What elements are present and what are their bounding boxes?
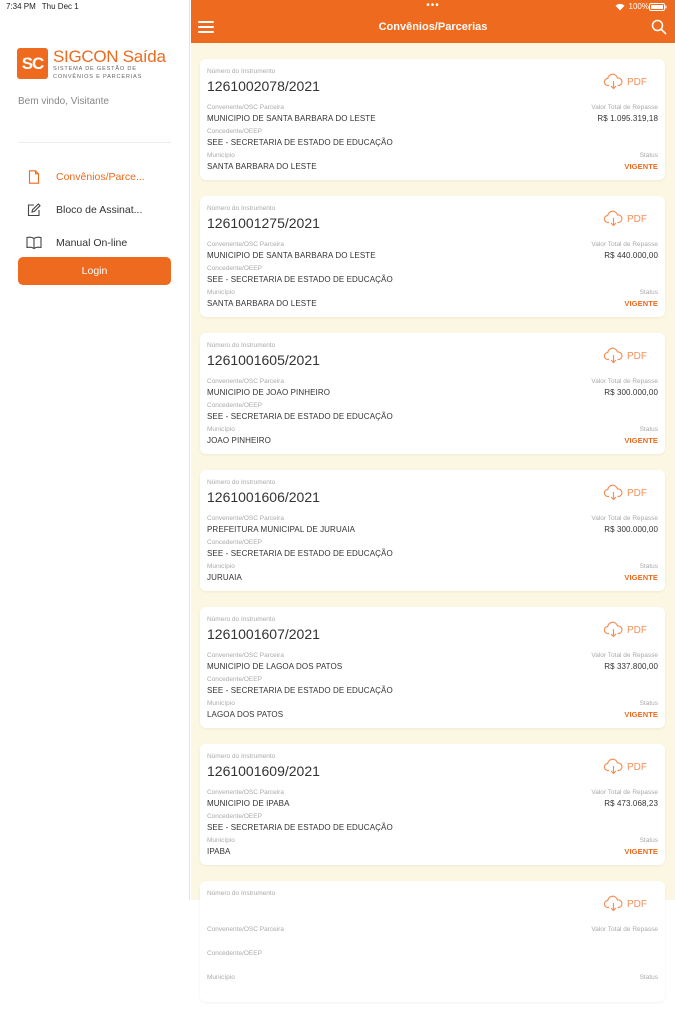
concedente-value: SEE - SECRETARIA DE ESTADO DE EDUCAÇÃO: [207, 823, 393, 832]
agreement-card[interactable]: [200, 881, 665, 1002]
status-badge: VIGENTE: [624, 436, 658, 445]
numero-label: Número do Instrumento: [207, 342, 276, 349]
concedente-label: Concedente/OEEP: [207, 813, 262, 820]
convenente-value: MUNICIPIO DE LAGOA DOS PATOS: [207, 662, 343, 671]
instrument-number: 1261002078/2021: [207, 78, 320, 94]
sidebar-item-convenios[interactable]: [18, 160, 171, 193]
cloud-download-icon: [604, 897, 623, 911]
sidebar: [0, 0, 190, 900]
instrument-number: 1261001275/2021: [207, 215, 320, 231]
sidebar-item-label: Manual On-line: [56, 236, 128, 249]
status-badge: VIGENTE: [624, 710, 658, 719]
book-icon: [26, 235, 42, 251]
status-label: Status: [639, 837, 658, 844]
concedente-value: SEE - SECRETARIA DE ESTADO DE EDUCAÇÃO: [207, 549, 393, 558]
status-bar-right: [615, 2, 667, 11]
agreement-card[interactable]: [200, 333, 665, 454]
status-label: Status: [639, 700, 658, 707]
instrument-number: 1261001605/2021: [207, 352, 320, 368]
sidebar-item-label: Convênios/Parce...: [56, 170, 145, 183]
sidebar-item-manual[interactable]: [18, 226, 171, 259]
pdf-download-button[interactable]: [604, 623, 647, 637]
page-title: Convênios/Parcerias: [378, 21, 488, 33]
concedente-value: SEE - SECRETARIA DE ESTADO DE EDUCAÇÃO: [207, 275, 393, 284]
convenente-label: Convenente/OSC Parceira: [207, 515, 284, 522]
convenente-label: Convenente/OSC Parceira: [207, 378, 284, 385]
concedente-label: Concedente/OEEP: [207, 676, 262, 683]
valor-label: Valor Total de Repasse: [591, 652, 658, 659]
pdf-label: PDF: [627, 76, 647, 88]
pdf-label: PDF: [627, 213, 647, 225]
cloud-download-icon: [604, 75, 623, 89]
main-content: [191, 0, 675, 981]
brand: [17, 48, 166, 81]
valor-value: R$ 473.068,23: [604, 799, 658, 808]
concedente-value: SEE - SECRETARIA DE ESTADO DE EDUCAÇÃO: [207, 138, 393, 147]
agreement-card[interactable]: [200, 196, 665, 317]
valor-label: Valor Total de Repasse: [591, 378, 658, 385]
pdf-download-button[interactable]: [604, 897, 647, 911]
convenente-label: Convenente/OSC Parceira: [207, 104, 284, 111]
agreement-card[interactable]: [200, 59, 665, 180]
status-label: Status: [639, 974, 658, 981]
pdf-download-button[interactable]: [604, 349, 647, 363]
status-label: Status: [639, 563, 658, 570]
convenente-value: PREFEITURA MUNICIPAL DE JURUAIA: [207, 525, 356, 534]
municipio-value: JOAO PINHEIRO: [207, 436, 271, 445]
municipio-label: Município: [207, 700, 235, 707]
municipio-label: Município: [207, 426, 235, 433]
numero-label: Número do Instrumento: [207, 68, 276, 75]
sidebar-item-bloco-assinaturas[interactable]: [18, 193, 171, 226]
brand-subtitle-2: CONVÊNIOS E PARCERIAS: [53, 74, 143, 80]
municipio-label: Município: [207, 152, 235, 159]
concedente-label: Concedente/OEEP: [207, 950, 262, 957]
instrument-number: 1261001609/2021: [207, 763, 320, 779]
numero-label: Número do Instrumento: [207, 479, 276, 486]
municipio-value: JURUAIA: [207, 573, 242, 582]
instrument-number: 1261001606/2021: [207, 489, 320, 505]
convenente-label: Convenente/OSC Parceira: [207, 652, 284, 659]
pdf-label: PDF: [627, 624, 647, 636]
agreement-card[interactable]: [200, 607, 665, 728]
pdf-label: PDF: [627, 350, 647, 362]
valor-value: R$ 440.000,00: [604, 251, 658, 260]
wifi-icon: [615, 3, 625, 11]
status-badge: VIGENTE: [624, 847, 658, 856]
edit-icon: [26, 202, 42, 218]
agreements-list: [200, 59, 665, 1018]
cloud-download-icon: [604, 623, 623, 637]
multitasking-dots[interactable]: •••: [426, 0, 440, 11]
welcome-text: Bem vindo, Visitante: [18, 96, 109, 107]
municipio-value: IPABA: [207, 847, 231, 856]
status-badge: VIGENTE: [624, 299, 658, 308]
convenente-value: MUNICIPIO DE IPABA: [207, 799, 290, 808]
pdf-label: PDF: [627, 898, 647, 910]
sidebar-divider: [18, 142, 171, 143]
valor-label: Valor Total de Repasse: [591, 789, 658, 796]
convenente-value: MUNICIPIO DE SANTA BARBARA DO LESTE: [207, 251, 376, 260]
valor-label: Valor Total de Repasse: [591, 241, 658, 248]
search-icon[interactable]: [651, 19, 667, 35]
pdf-download-button[interactable]: [604, 212, 647, 226]
valor-label: Valor Total de Repasse: [591, 926, 658, 933]
pdf-label: PDF: [627, 487, 647, 499]
status-bar-left: [6, 2, 79, 11]
status-label: Status: [639, 426, 658, 433]
convenente-label: Convenente/OSC Parceira: [207, 926, 284, 933]
login-button[interactable]: Login: [18, 257, 171, 285]
municipio-label: Município: [207, 837, 235, 844]
municipio-value: LAGOA DOS PATOS: [207, 710, 284, 719]
valor-value: R$ 1.095.319,18: [597, 114, 658, 123]
concedente-label: Concedente/OEEP: [207, 539, 262, 546]
concedente-label: Concedente/OEEP: [207, 265, 262, 272]
battery-percentage: 100%: [628, 2, 649, 11]
valor-label: Valor Total de Repasse: [591, 515, 658, 522]
convenente-label: Convenente/OSC Parceira: [207, 241, 284, 248]
agreement-card[interactable]: [200, 744, 665, 865]
app-logo: SC: [17, 48, 48, 79]
numero-label: Número do Instrumento: [207, 753, 276, 760]
instrument-number: 1261001607/2021: [207, 626, 320, 642]
pdf-label: PDF: [627, 761, 647, 773]
pdf-download-button[interactable]: [604, 75, 647, 89]
valor-value: R$ 337.800,00: [604, 662, 658, 671]
municipio-value: SANTA BARBARA DO LESTE: [207, 299, 317, 308]
municipio-label: Município: [207, 563, 235, 570]
valor-label: Valor Total de Repasse: [591, 104, 658, 111]
convenente-value: MUNICIPIO DE SANTA BARBARA DO LESTE: [207, 114, 376, 123]
sidebar-item-label: Bloco de Assinat...: [56, 203, 143, 216]
cloud-download-icon: [604, 349, 623, 363]
top-bar: [191, 0, 675, 43]
numero-label: Número do Instrumento: [207, 890, 276, 897]
status-date: Thu Dec 1: [41, 2, 79, 11]
convenente-label: Convenente/OSC Parceira: [207, 789, 284, 796]
cloud-download-icon: [604, 760, 623, 774]
battery-icon: [649, 3, 667, 11]
cloud-download-icon: [604, 212, 623, 226]
agreement-card[interactable]: [200, 470, 665, 591]
concedente-value: SEE - SECRETARIA DE ESTADO DE EDUCAÇÃO: [207, 686, 393, 695]
document-icon: [26, 169, 42, 185]
municipio-label: Município: [207, 289, 235, 296]
cloud-download-icon: [604, 486, 623, 500]
numero-label: Número do Instrumento: [207, 616, 276, 623]
numero-label: Número do Instrumento: [207, 205, 276, 212]
concedente-value: SEE - SECRETARIA DE ESTADO DE EDUCAÇÃO: [207, 412, 393, 421]
status-badge: VIGENTE: [624, 573, 658, 582]
pdf-download-button[interactable]: [604, 486, 647, 500]
pdf-download-button[interactable]: [604, 760, 647, 774]
municipio-value: SANTA BARBARA DO LESTE: [207, 162, 317, 171]
concedente-label: Concedente/OEEP: [207, 402, 262, 409]
brand-name: SIGCON Saída: [53, 47, 166, 66]
concedente-label: Concedente/OEEP: [207, 128, 262, 135]
municipio-label: Município: [207, 974, 235, 981]
valor-value: R$ 300.000,00: [604, 525, 658, 534]
valor-value: R$ 300.000,00: [604, 388, 658, 397]
status-label: Status: [639, 289, 658, 296]
status-label: Status: [639, 152, 658, 159]
sidebar-menu: [18, 160, 171, 259]
brand-subtitle-1: SISTEMA DE GESTÃO DE: [53, 66, 137, 72]
convenente-value: MUNICIPIO DE JOAO PINHEIRO: [207, 388, 331, 397]
status-badge: VIGENTE: [624, 162, 658, 171]
status-time: 7:34 PM: [6, 2, 36, 11]
